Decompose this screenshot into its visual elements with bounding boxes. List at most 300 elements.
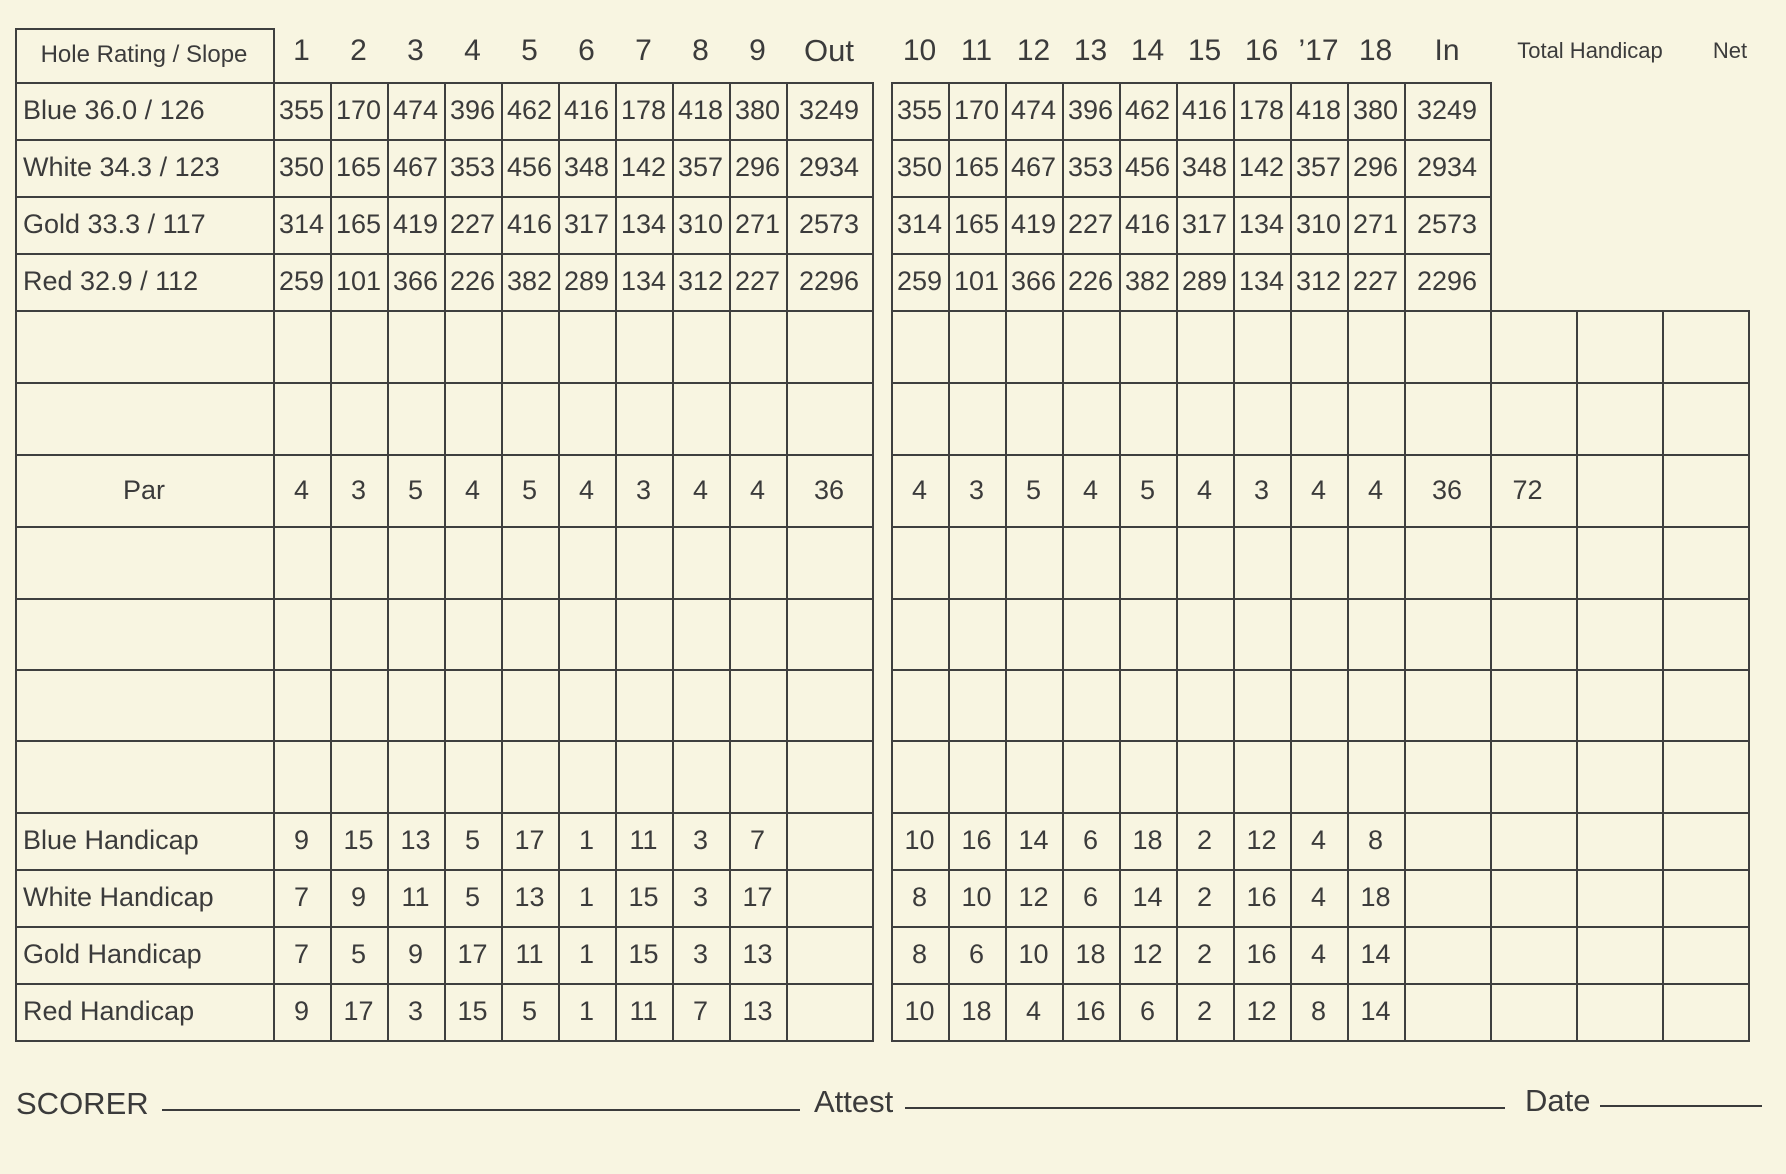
handicap-cell: 6: [1082, 825, 1099, 855]
yardage-cell: 134: [620, 209, 667, 239]
score-cell[interactable]: [1233, 598, 1290, 669]
yardage-cell: 310: [677, 209, 724, 239]
par-total: 72: [1512, 474, 1543, 505]
yardage-cell: 380: [1352, 95, 1399, 125]
handicap-cell: 18: [1360, 882, 1391, 912]
player-name-cell[interactable]: [15, 740, 273, 812]
par-cell: 4: [1367, 474, 1384, 505]
handicap-row-label: Blue Handicap: [23, 825, 199, 855]
score-cell[interactable]: [444, 598, 501, 669]
score-cell[interactable]: [1576, 669, 1662, 740]
score-cell[interactable]: [387, 310, 444, 382]
score-cell[interactable]: [672, 740, 729, 812]
score-cell[interactable]: [444, 669, 501, 740]
yardage-cell: 271: [1352, 209, 1399, 239]
score-cell[interactable]: [891, 382, 948, 454]
yardage-cell: 456: [506, 152, 553, 182]
score-cell[interactable]: [1347, 526, 1404, 598]
score-cell[interactable]: [1062, 740, 1119, 812]
handicap-cell: 11: [401, 882, 430, 912]
score-cell[interactable]: [1490, 382, 1576, 454]
back-hole-header: In: [1434, 34, 1460, 67]
score-cell[interactable]: [729, 669, 786, 740]
grid-vline: [1748, 310, 1750, 1041]
score-cell[interactable]: [330, 669, 387, 740]
handicap-cell: 9: [350, 882, 367, 912]
yardage-cell: 165: [953, 152, 1000, 182]
yardage-cell: 178: [1238, 95, 1285, 125]
score-cell[interactable]: [1176, 526, 1233, 598]
score-cell[interactable]: [1119, 598, 1176, 669]
score-cell[interactable]: [729, 382, 786, 454]
back-hole-header: 13: [1073, 34, 1108, 67]
yardage-cell: 134: [620, 266, 667, 296]
handicap-cell: 14: [1018, 825, 1049, 855]
par-cell: 4: [749, 474, 766, 505]
score-cell[interactable]: [729, 740, 786, 812]
handicap-cell: 17: [742, 882, 773, 912]
handicap-cell: 17: [457, 939, 488, 969]
handicap-cell: 6: [1139, 996, 1156, 1026]
front-hole-header: Out: [804, 33, 854, 68]
score-cell[interactable]: [948, 598, 1005, 669]
handicap-cell: 2: [1196, 825, 1213, 855]
score-cell[interactable]: [891, 526, 948, 598]
par-cell: 4: [692, 474, 709, 505]
par-cell: 4: [578, 474, 595, 505]
attest-label: Attest: [814, 1084, 894, 1119]
score-cell[interactable]: [948, 382, 1005, 454]
yardage-cell: 462: [1124, 95, 1171, 125]
score-cell[interactable]: [1576, 526, 1662, 598]
yardage-cell: 314: [278, 209, 325, 239]
score-cell[interactable]: [1662, 310, 1748, 382]
handicap-cell: 10: [961, 882, 992, 912]
handicap-cell: 5: [464, 825, 481, 855]
handicap-row-label: Gold Handicap: [23, 939, 202, 969]
score-cell[interactable]: [729, 526, 786, 598]
handicap-cell: 10: [904, 825, 935, 855]
handicap-cell: 4: [1025, 996, 1042, 1026]
label-header: Hole Rating / Slope: [40, 41, 248, 68]
score-cell[interactable]: [1662, 669, 1748, 740]
score-cell[interactable]: [273, 526, 330, 598]
score-cell[interactable]: [1062, 598, 1119, 669]
yardage-cell: 418: [677, 95, 724, 125]
player-name-cell[interactable]: [15, 382, 273, 454]
score-cell[interactable]: [1347, 669, 1404, 740]
score-cell[interactable]: [672, 526, 729, 598]
handicap-cell: 13: [742, 996, 773, 1026]
score-cell[interactable]: [1404, 526, 1490, 598]
par-cell: 36: [813, 474, 845, 505]
score-cell[interactable]: [1176, 310, 1233, 382]
date-line[interactable]: [1600, 1105, 1762, 1107]
score-cell[interactable]: [444, 526, 501, 598]
scorer-label: SCORER: [16, 1086, 149, 1121]
handicap-cell: 18: [1075, 939, 1106, 969]
par-cell: 4: [293, 474, 310, 505]
score-cell[interactable]: [1662, 598, 1748, 669]
handicap-cell: 17: [343, 996, 374, 1026]
handicap-row-label: White Handicap: [23, 882, 214, 912]
score-cell[interactable]: [891, 598, 948, 669]
score-cell[interactable]: [1490, 669, 1576, 740]
tee-row-label: White 34.3 / 123: [23, 152, 220, 182]
attest-line[interactable]: [905, 1107, 1505, 1109]
score-cell[interactable]: [948, 669, 1005, 740]
yardage-cell: 165: [335, 152, 382, 182]
handicap-cell: 2: [1196, 996, 1213, 1026]
score-cell[interactable]: [330, 598, 387, 669]
handicap-cell: 1: [578, 825, 595, 855]
front-hole-header: 3: [407, 34, 424, 67]
score-cell[interactable]: [615, 740, 672, 812]
handicap-cell: 11: [515, 939, 544, 969]
score-cell[interactable]: [444, 310, 501, 382]
yardage-cell: 165: [335, 209, 382, 239]
yardage-cell: 142: [1238, 152, 1285, 182]
back-hole-header: 15: [1187, 34, 1222, 67]
handicap-cell: 3: [692, 882, 709, 912]
score-cell[interactable]: [501, 740, 558, 812]
score-cell[interactable]: [615, 669, 672, 740]
back-hole-header: 10: [902, 34, 937, 67]
score-cell[interactable]: [786, 669, 872, 740]
par-label: Par: [122, 474, 166, 505]
score-cell[interactable]: [273, 382, 330, 454]
yardage-cell: 312: [1295, 266, 1342, 296]
handicap-cell: 15: [628, 882, 659, 912]
score-cell[interactable]: [330, 740, 387, 812]
score-cell[interactable]: [558, 382, 615, 454]
handicap-cell: 7: [749, 825, 766, 855]
score-cell[interactable]: [444, 740, 501, 812]
score-cell[interactable]: [1347, 310, 1404, 382]
yardage-cell: 226: [449, 266, 496, 296]
handicap-cell: 15: [628, 939, 659, 969]
score-cell[interactable]: [786, 526, 872, 598]
yardage-cell: 312: [677, 266, 724, 296]
score-cell[interactable]: [1005, 310, 1062, 382]
yardage-cell: 226: [1067, 266, 1114, 296]
score-cell[interactable]: [558, 526, 615, 598]
score-cell[interactable]: [1662, 740, 1748, 812]
score-cell[interactable]: [786, 598, 872, 669]
score-cell[interactable]: [615, 598, 672, 669]
score-cell[interactable]: [615, 526, 672, 598]
handicap-cell: 18: [1132, 825, 1163, 855]
par-cell: 5: [1139, 474, 1156, 505]
back-hole-header: 14: [1130, 34, 1165, 67]
yardage-cell: 474: [392, 95, 439, 125]
yardage-cell: 296: [734, 152, 781, 182]
handicap-cell: 1: [578, 996, 595, 1026]
yardage-cell: 396: [1067, 95, 1114, 125]
handicap-cell: 1: [578, 939, 595, 969]
score-cell[interactable]: [387, 598, 444, 669]
score-cell[interactable]: [729, 598, 786, 669]
score-cell[interactable]: [1119, 382, 1176, 454]
score-cell[interactable]: [1005, 526, 1062, 598]
yardage-cell: 2573: [1416, 209, 1478, 239]
score-cell[interactable]: [891, 740, 948, 812]
yardage-cell: 134: [1238, 266, 1285, 296]
score-cell[interactable]: [1290, 310, 1347, 382]
front-hole-header: 2: [350, 34, 367, 67]
score-cell[interactable]: [672, 598, 729, 669]
yardage-cell: 348: [1181, 152, 1228, 182]
score-cell[interactable]: [501, 310, 558, 382]
score-cell[interactable]: [1233, 740, 1290, 812]
score-cell[interactable]: [1490, 740, 1576, 812]
yardage-cell: 357: [1295, 152, 1342, 182]
yardage-cell: 416: [1124, 209, 1171, 239]
yardage-cell: 2296: [1416, 266, 1478, 296]
handicap-cell: 5: [464, 882, 481, 912]
yardage-cell: 419: [1010, 209, 1057, 239]
yardage-cell: 227: [1352, 266, 1399, 296]
tee-row-label: Red 32.9 / 112: [23, 266, 199, 296]
yardage-cell: 2573: [798, 209, 860, 239]
score-cell[interactable]: [1176, 740, 1233, 812]
back-hole-header: 16: [1244, 34, 1279, 67]
score-cell[interactable]: [1290, 669, 1347, 740]
handicap-cell: 9: [407, 939, 424, 969]
score-cell[interactable]: [672, 382, 729, 454]
tee-row-label: Gold 33.3 / 117: [23, 209, 206, 239]
yardage-cell: 467: [1010, 152, 1057, 182]
score-cell[interactable]: [558, 310, 615, 382]
grid-vline: [872, 82, 874, 1041]
front-hole-header: 4: [464, 34, 481, 67]
score-cell[interactable]: [273, 598, 330, 669]
yardage-cell: 178: [620, 95, 667, 125]
score-cell[interactable]: [1119, 669, 1176, 740]
handicap-cell: 13: [400, 825, 431, 855]
score-cell[interactable]: [1005, 382, 1062, 454]
score-cell[interactable]: [558, 598, 615, 669]
tee-row-label: Blue 36.0 / 126: [23, 95, 205, 125]
handicap-cell: 9: [293, 996, 310, 1026]
score-cell[interactable]: [786, 382, 872, 454]
score-cell[interactable]: [558, 740, 615, 812]
yardage-cell: 353: [1067, 152, 1114, 182]
score-cell[interactable]: [1490, 310, 1576, 382]
player-name-cell[interactable]: [15, 669, 273, 740]
yardage-cell: 142: [620, 152, 667, 182]
score-cell[interactable]: [1490, 598, 1576, 669]
par-cell: 5: [1025, 474, 1042, 505]
score-cell[interactable]: [1576, 310, 1662, 382]
par-cell: 3: [1253, 474, 1270, 505]
handicap-cell: 16: [1075, 996, 1106, 1026]
score-cell[interactable]: [501, 382, 558, 454]
score-cell[interactable]: [1119, 310, 1176, 382]
yardage-cell: 366: [392, 266, 439, 296]
par-cell: 3: [350, 474, 367, 505]
yardage-cell: 289: [563, 266, 610, 296]
yardage-cell: 418: [1295, 95, 1342, 125]
front-hole-header: 6: [578, 34, 595, 67]
net-header: Net: [1712, 38, 1748, 63]
score-cell[interactable]: [1404, 598, 1490, 669]
score-cell[interactable]: [1662, 382, 1748, 454]
yardage-cell: 382: [506, 266, 553, 296]
score-cell[interactable]: [1576, 740, 1662, 812]
score-cell[interactable]: [948, 740, 1005, 812]
handicap-cell: 4: [1310, 825, 1327, 855]
score-cell[interactable]: [1062, 310, 1119, 382]
handicap-cell: 10: [904, 996, 935, 1026]
yardage-cell: 289: [1181, 266, 1228, 296]
score-cell[interactable]: [558, 669, 615, 740]
yardage-cell: 416: [1181, 95, 1228, 125]
yardage-cell: 134: [1238, 209, 1285, 239]
score-cell[interactable]: [948, 526, 1005, 598]
par-cell: 4: [1196, 474, 1213, 505]
yardage-cell: 366: [1010, 266, 1057, 296]
score-cell[interactable]: [387, 740, 444, 812]
score-cell[interactable]: [387, 382, 444, 454]
handicap-cell: 4: [1310, 939, 1327, 969]
score-cell[interactable]: [501, 669, 558, 740]
score-cell[interactable]: [1176, 669, 1233, 740]
score-cell[interactable]: [672, 310, 729, 382]
player-name-cell[interactable]: [15, 526, 273, 598]
score-cell[interactable]: [1005, 598, 1062, 669]
front-hole-header: 9: [749, 34, 766, 67]
score-cell[interactable]: [1176, 598, 1233, 669]
score-cell[interactable]: [948, 310, 1005, 382]
score-cell[interactable]: [1404, 740, 1490, 812]
yardage-cell: 317: [563, 209, 610, 239]
player-name-cell[interactable]: [15, 598, 273, 669]
yardage-cell: 296: [1352, 152, 1399, 182]
yardage-cell: 348: [563, 152, 610, 182]
par-cell: 4: [911, 474, 928, 505]
handicap-cell: 5: [350, 939, 367, 969]
yardage-cell: 3249: [798, 95, 860, 125]
score-cell[interactable]: [501, 526, 558, 598]
yardage-cell: 380: [734, 95, 781, 125]
score-cell[interactable]: [615, 310, 672, 382]
par-cell: 3: [968, 474, 985, 505]
grid-hline: [15, 1040, 874, 1042]
yardage-cell: 227: [1067, 209, 1114, 239]
score-cell[interactable]: [615, 382, 672, 454]
score-cell[interactable]: [1404, 382, 1490, 454]
front-hole-header: 5: [521, 34, 538, 67]
par-cell: 5: [407, 474, 424, 505]
front-hole-header: 8: [692, 34, 709, 67]
yardage-cell: 382: [1124, 266, 1171, 296]
score-cell[interactable]: [1290, 740, 1347, 812]
yardage-cell: 462: [506, 95, 553, 125]
handicap-cell: 10: [1018, 939, 1049, 969]
score-cell[interactable]: [1119, 740, 1176, 812]
score-cell[interactable]: [1404, 310, 1490, 382]
yardage-cell: 165: [953, 209, 1000, 239]
score-cell[interactable]: [1404, 669, 1490, 740]
score-cell[interactable]: [1062, 382, 1119, 454]
score-cell[interactable]: [1062, 526, 1119, 598]
par-cell: 36: [1431, 474, 1463, 505]
front-hole-header: 1: [293, 34, 310, 67]
score-cell[interactable]: [501, 598, 558, 669]
score-cell[interactable]: [273, 310, 330, 382]
score-cell[interactable]: [1347, 598, 1404, 669]
back-hole-header: 18: [1358, 34, 1393, 67]
handicap-cell: 7: [293, 882, 310, 912]
par-cell: 5: [521, 474, 538, 505]
yardage-cell: 170: [953, 95, 1000, 125]
score-cell[interactable]: [1233, 310, 1290, 382]
score-cell[interactable]: [891, 310, 948, 382]
yardage-cell: 227: [449, 209, 496, 239]
handicap-cell: 17: [514, 825, 545, 855]
handicap-cell: 15: [457, 996, 488, 1026]
score-cell[interactable]: [1290, 382, 1347, 454]
score-cell[interactable]: [273, 740, 330, 812]
score-cell[interactable]: [330, 310, 387, 382]
handicap-cell: 12: [1246, 996, 1277, 1026]
grid-hline: [891, 1040, 1750, 1042]
handicap-cell: 13: [514, 882, 545, 912]
yardage-cell: 101: [953, 266, 1000, 296]
score-cell[interactable]: [1005, 740, 1062, 812]
back-hole-header: 12: [1016, 34, 1051, 67]
score-cell[interactable]: [1290, 526, 1347, 598]
score-cell[interactable]: [1347, 740, 1404, 812]
score-cell[interactable]: [1347, 382, 1404, 454]
score-cell[interactable]: [444, 382, 501, 454]
score-cell[interactable]: [672, 669, 729, 740]
handicap-row-label: Red Handicap: [23, 996, 195, 1026]
score-cell[interactable]: [1490, 526, 1576, 598]
handicap-cell: 3: [692, 939, 709, 969]
yardage-cell: 2934: [798, 152, 860, 182]
score-cell[interactable]: [1119, 526, 1176, 598]
score-cell[interactable]: [1576, 598, 1662, 669]
yardage-cell: 355: [896, 95, 943, 125]
score-cell[interactable]: [1576, 382, 1662, 454]
yardage-cell: 350: [896, 152, 943, 182]
scorer-line[interactable]: [162, 1109, 800, 1111]
score-cell[interactable]: [387, 669, 444, 740]
score-cell[interactable]: [330, 382, 387, 454]
score-cell[interactable]: [387, 526, 444, 598]
score-cell[interactable]: [1290, 598, 1347, 669]
par-cell: 4: [1082, 474, 1099, 505]
score-cell[interactable]: [729, 310, 786, 382]
score-cell[interactable]: [1233, 382, 1290, 454]
score-cell[interactable]: [330, 526, 387, 598]
player-name-cell[interactable]: [15, 310, 273, 382]
score-cell[interactable]: [273, 669, 330, 740]
score-cell[interactable]: [1233, 669, 1290, 740]
score-cell[interactable]: [786, 740, 872, 812]
score-cell[interactable]: [891, 669, 948, 740]
score-cell[interactable]: [1176, 382, 1233, 454]
handicap-cell: 14: [1360, 996, 1391, 1026]
score-cell[interactable]: [1062, 669, 1119, 740]
score-cell[interactable]: [1662, 526, 1748, 598]
score-cell[interactable]: [786, 310, 872, 382]
score-cell[interactable]: [1005, 669, 1062, 740]
yardage-cell: 2296: [798, 266, 860, 296]
score-cell[interactable]: [1233, 526, 1290, 598]
